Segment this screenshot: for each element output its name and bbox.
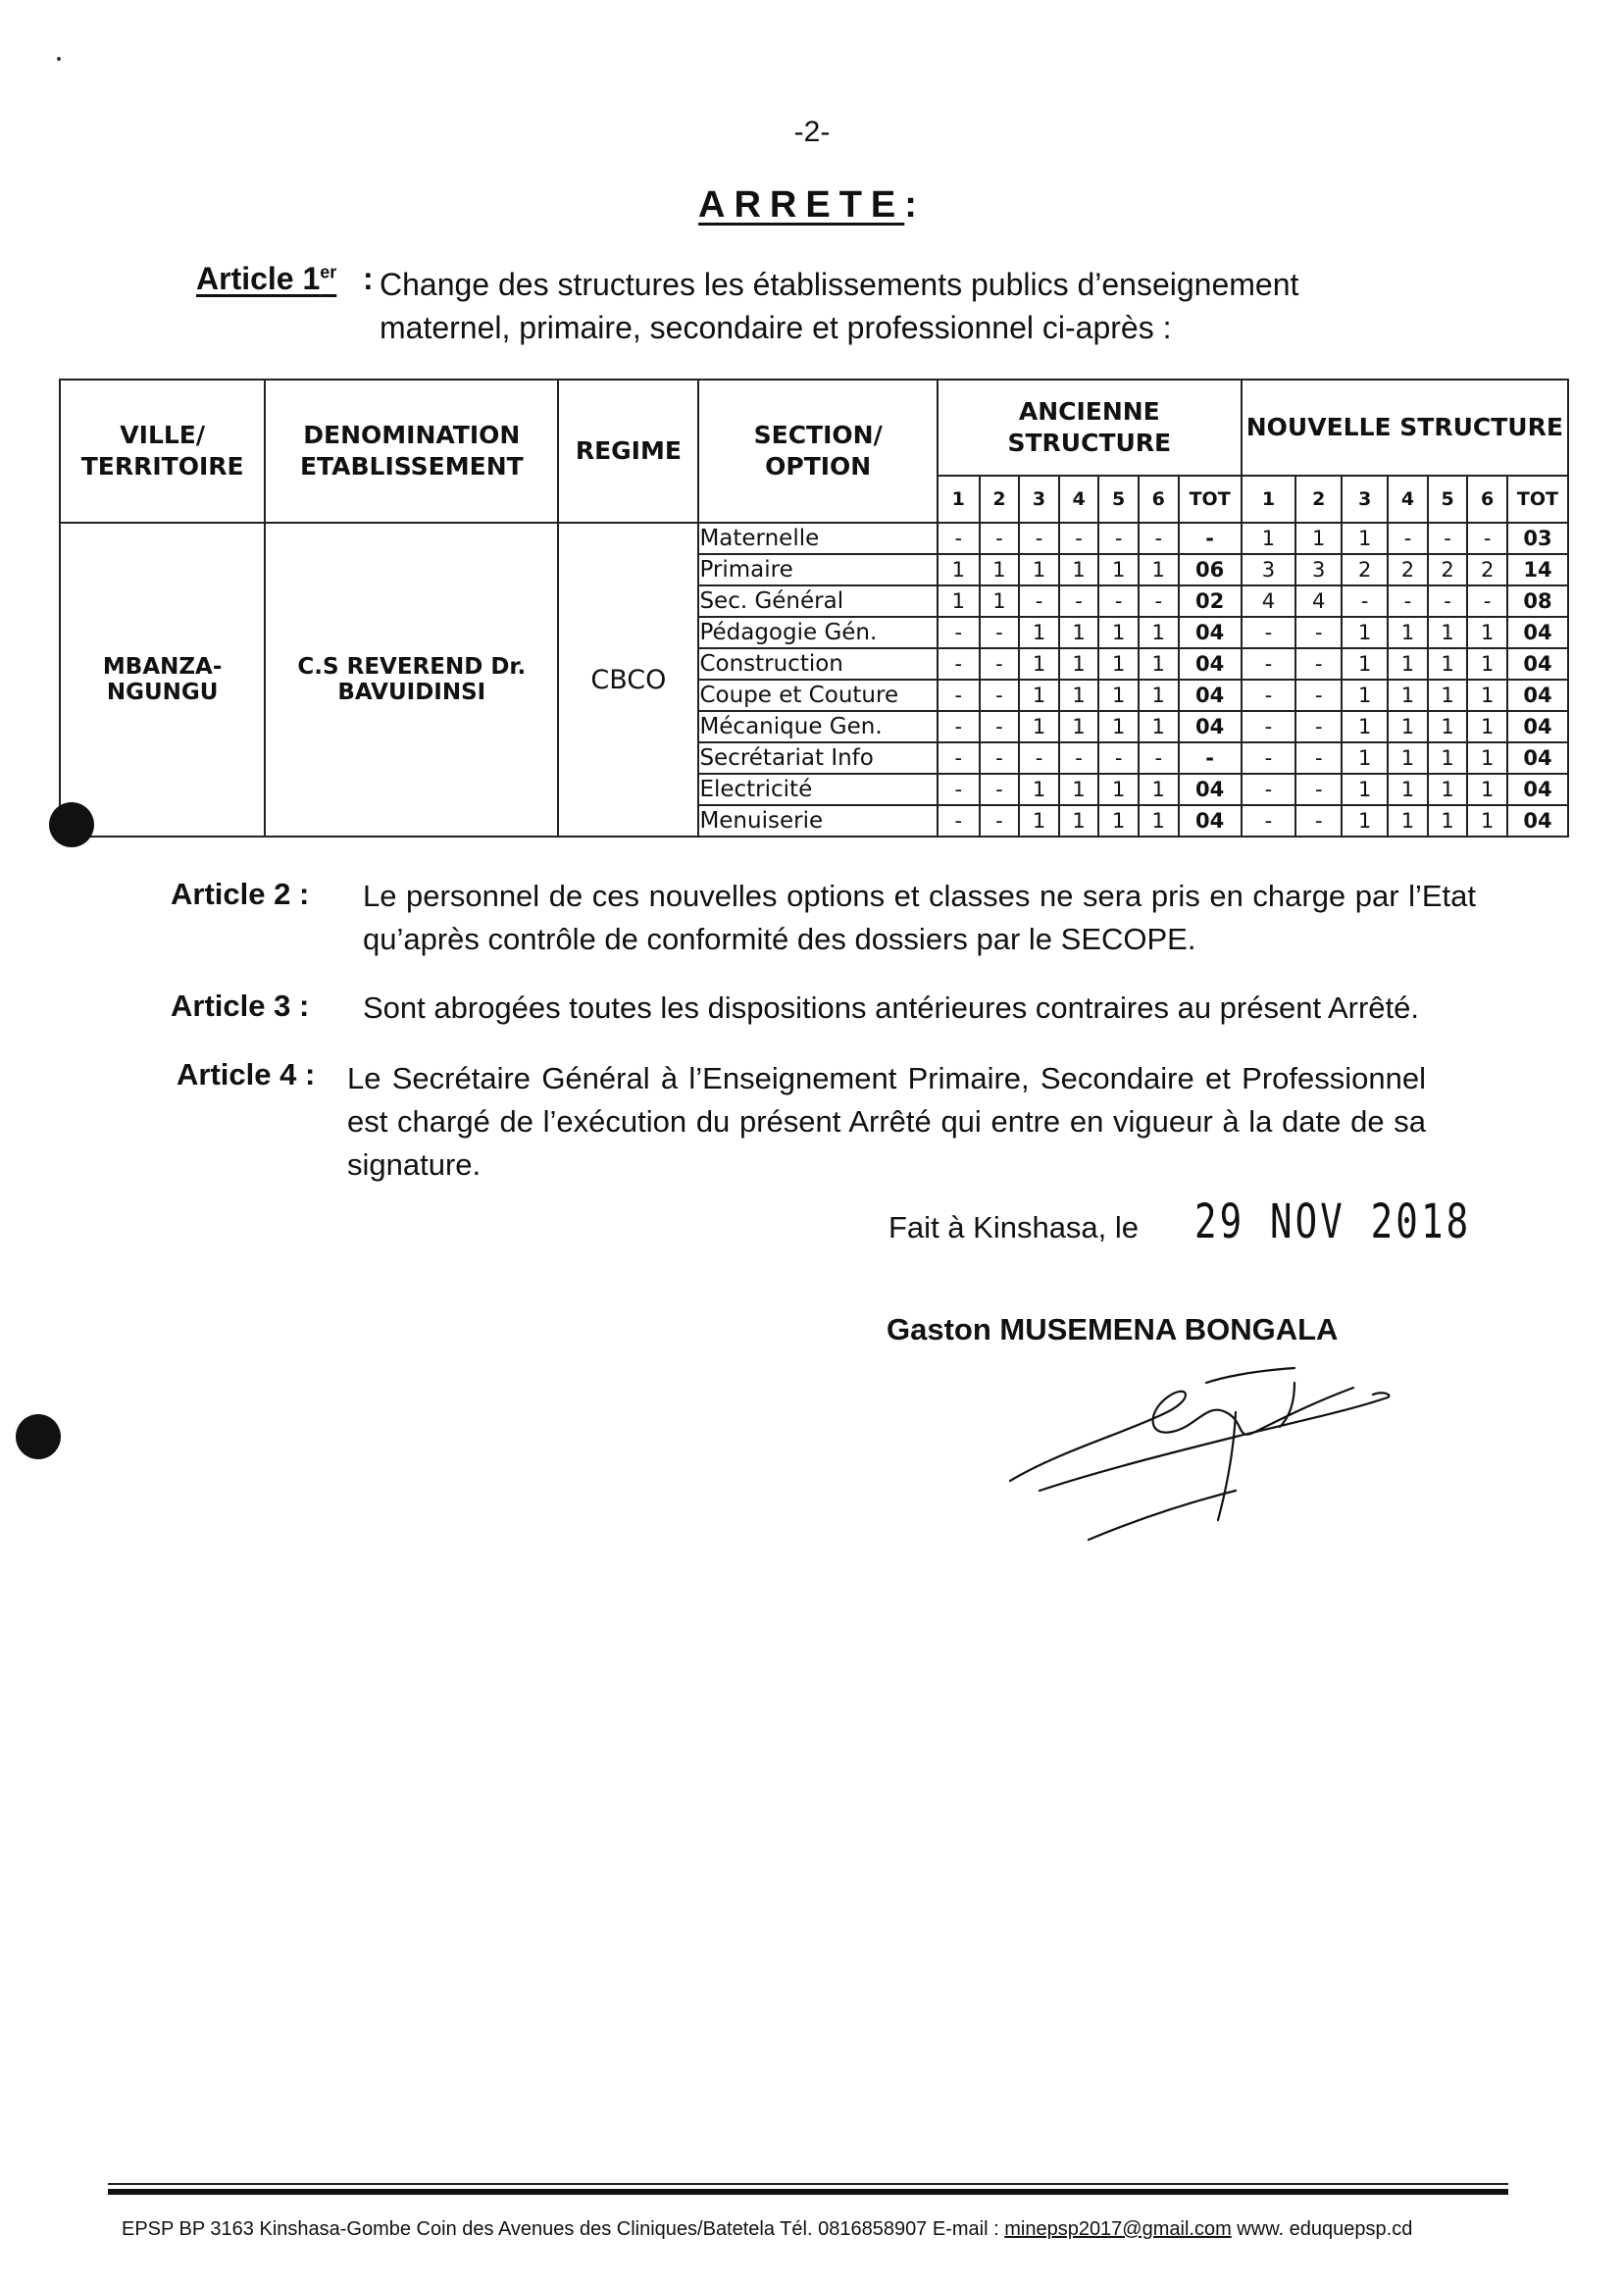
article1-text bbox=[380, 263, 1380, 349]
option-cell: Electricité bbox=[698, 774, 937, 805]
ancienne-value-cell: - bbox=[1139, 523, 1179, 554]
option-cell: Mécanique Gen. bbox=[698, 711, 937, 742]
denomination-cell: C.S REVEREND Dr. BAVUIDINSI bbox=[265, 523, 558, 837]
nouvelle-value-cell: 2 bbox=[1467, 554, 1507, 585]
title-main: ARRETE bbox=[698, 184, 905, 226]
nouvelle-value-cell: - bbox=[1388, 523, 1428, 554]
ancienne-value-cell: - bbox=[1059, 742, 1099, 774]
ancienne-value-cell: 1 bbox=[1098, 711, 1139, 742]
nouvelle-value-cell: 1 bbox=[1388, 617, 1428, 648]
nouvelle-value-cell: 04 bbox=[1507, 742, 1568, 774]
footer-email[interactable]: minepsp2017@gmail.com bbox=[1004, 2218, 1232, 2240]
nouvelle-value-cell: - bbox=[1467, 585, 1507, 617]
nouvelle-value-cell: 1 bbox=[1467, 617, 1507, 648]
nouvelle-value-cell: 1 bbox=[1428, 680, 1468, 711]
footer-rule bbox=[108, 2183, 1508, 2185]
option-cell: Pédagogie Gén. bbox=[698, 617, 937, 648]
nouvelle-value-cell: 1 bbox=[1428, 774, 1468, 805]
nouvelle-value-cell: 2 bbox=[1388, 554, 1428, 585]
option-cell: Primaire bbox=[698, 554, 937, 585]
nouvelle-value-cell: 1 bbox=[1388, 680, 1428, 711]
article4-label: Article 4 : bbox=[177, 1057, 316, 1092]
ancienne-value-cell: 04 bbox=[1179, 774, 1242, 805]
ancienne-value-cell: 04 bbox=[1179, 680, 1242, 711]
footer bbox=[122, 2218, 1412, 2241]
nouvelle-value-cell: 04 bbox=[1507, 617, 1568, 648]
nouvelle-value-cell: 1 bbox=[1467, 711, 1507, 742]
ancienne-value-cell: 04 bbox=[1179, 617, 1242, 648]
ancienne-value-cell: - bbox=[980, 648, 1020, 680]
nouvelle-value-cell: 08 bbox=[1507, 585, 1568, 617]
binder-hole bbox=[49, 802, 94, 847]
ancienne-value-cell: - bbox=[1139, 585, 1179, 617]
ancienne-value-cell: 1 bbox=[1139, 648, 1179, 680]
nouvelle-value-cell: 1 bbox=[1428, 617, 1468, 648]
ancienne-subheader: 6 bbox=[1139, 476, 1179, 523]
ancienne-value-cell: 1 bbox=[938, 554, 980, 585]
nouvelle-subheader: 6 bbox=[1467, 476, 1507, 523]
ancienne-subheader: 2 bbox=[980, 476, 1020, 523]
article1-label-main: Article 1 bbox=[196, 261, 321, 296]
header-regime: REGIME bbox=[558, 380, 698, 523]
nouvelle-value-cell: 04 bbox=[1507, 711, 1568, 742]
ancienne-value-cell: - bbox=[938, 774, 980, 805]
ancienne-value-cell: - bbox=[980, 742, 1020, 774]
nouvelle-subheader: TOT bbox=[1507, 476, 1568, 523]
ancienne-value-cell: 1 bbox=[1059, 805, 1099, 837]
nouvelle-value-cell: 14 bbox=[1507, 554, 1568, 585]
article1-line1: Change des structures les établissements publics d’enseignement bbox=[380, 267, 1299, 302]
ancienne-value-cell: 1 bbox=[1059, 711, 1099, 742]
ancienne-value-cell: - bbox=[938, 805, 980, 837]
footer-website: www. eduquepsp.cd bbox=[1231, 2218, 1413, 2240]
nouvelle-value-cell: 1 bbox=[1467, 680, 1507, 711]
nouvelle-value-cell: 3 bbox=[1242, 554, 1296, 585]
signature-mark bbox=[1000, 1344, 1412, 1569]
ancienne-value-cell: 1 bbox=[1059, 680, 1099, 711]
header-section: SECTION/ OPTION bbox=[698, 380, 937, 523]
ancienne-value-cell: 06 bbox=[1179, 554, 1242, 585]
ancienne-value-cell: - bbox=[938, 617, 980, 648]
ancienne-value-cell: 1 bbox=[1019, 805, 1059, 837]
regime-cell: CBCO bbox=[558, 523, 698, 837]
option-cell: Secrétariat Info bbox=[698, 742, 937, 774]
ancienne-value-cell: - bbox=[980, 711, 1020, 742]
nouvelle-value-cell: 1 bbox=[1388, 648, 1428, 680]
signatory-name: Gaston MUSEMENA BONGALA bbox=[887, 1312, 1339, 1346]
ancienne-value-cell: 1 bbox=[1019, 617, 1059, 648]
nouvelle-value-cell: 1 bbox=[1295, 523, 1342, 554]
nouvelle-value-cell: - bbox=[1295, 680, 1342, 711]
nouvelle-value-cell: 1 bbox=[1428, 648, 1468, 680]
ancienne-value-cell: 1 bbox=[1019, 648, 1059, 680]
scan-speck bbox=[57, 57, 61, 61]
ancienne-value-cell: - bbox=[1098, 523, 1139, 554]
ancienne-value-cell: 1 bbox=[1139, 774, 1179, 805]
ancienne-value-cell: - bbox=[980, 680, 1020, 711]
nouvelle-value-cell: - bbox=[1242, 774, 1296, 805]
nouvelle-value-cell: - bbox=[1295, 805, 1342, 837]
ancienne-value-cell: - bbox=[980, 774, 1020, 805]
nouvelle-value-cell: - bbox=[1295, 742, 1342, 774]
nouvelle-value-cell: 1 bbox=[1342, 523, 1388, 554]
nouvelle-value-cell: - bbox=[1242, 742, 1296, 774]
nouvelle-value-cell: 1 bbox=[1388, 774, 1428, 805]
structure-table bbox=[59, 379, 1569, 838]
nouvelle-value-cell: 04 bbox=[1507, 805, 1568, 837]
ancienne-value-cell: 02 bbox=[1179, 585, 1242, 617]
nouvelle-subheader: 1 bbox=[1242, 476, 1296, 523]
nouvelle-value-cell: - bbox=[1295, 711, 1342, 742]
ancienne-value-cell: 1 bbox=[1059, 554, 1099, 585]
ancienne-value-cell: 1 bbox=[1098, 680, 1139, 711]
nouvelle-value-cell: 1 bbox=[1342, 805, 1388, 837]
title-suffix: : bbox=[904, 184, 926, 226]
ancienne-value-cell: 1 bbox=[1059, 648, 1099, 680]
ancienne-value-cell: 1 bbox=[1059, 617, 1099, 648]
nouvelle-value-cell: 1 bbox=[1428, 711, 1468, 742]
header-ancienne: ANCIENNE STRUCTURE bbox=[938, 380, 1242, 476]
article1-label bbox=[196, 261, 336, 297]
nouvelle-value-cell: - bbox=[1242, 805, 1296, 837]
nouvelle-value-cell: - bbox=[1428, 585, 1468, 617]
nouvelle-subheader: 2 bbox=[1295, 476, 1342, 523]
footer-rule-thick bbox=[108, 2189, 1508, 2195]
nouvelle-value-cell: 2 bbox=[1428, 554, 1468, 585]
ancienne-value-cell: 1 bbox=[1019, 554, 1059, 585]
ancienne-value-cell: - bbox=[1059, 585, 1099, 617]
nouvelle-value-cell: 1 bbox=[1428, 805, 1468, 837]
ancienne-value-cell: 1 bbox=[1098, 617, 1139, 648]
nouvelle-value-cell: - bbox=[1242, 711, 1296, 742]
nouvelle-value-cell: 1 bbox=[1467, 805, 1507, 837]
article4-text: Le Secrétaire Général à l’Enseignement Primaire, Secondaire et Professionnel est chargé de l’exécution du présent Arrêté qui entre en vigueur à la date de sa signature. bbox=[347, 1061, 1426, 1182]
nouvelle-value-cell: 1 bbox=[1428, 742, 1468, 774]
nouvelle-value-cell: 1 bbox=[1388, 805, 1428, 837]
nouvelle-value-cell: 4 bbox=[1295, 585, 1342, 617]
nouvelle-value-cell: 1 bbox=[1467, 774, 1507, 805]
article1-colon: : bbox=[363, 261, 374, 296]
article3-label: Article 3 : bbox=[171, 989, 310, 1023]
ancienne-value-cell: 1 bbox=[1019, 711, 1059, 742]
nouvelle-value-cell: 3 bbox=[1295, 554, 1342, 585]
ancienne-value-cell: - bbox=[1139, 742, 1179, 774]
nouvelle-value-cell: 03 bbox=[1507, 523, 1568, 554]
ancienne-value-cell: 1 bbox=[1098, 805, 1139, 837]
ancienne-value-cell: - bbox=[1019, 585, 1059, 617]
ancienne-value-cell: 1 bbox=[938, 585, 980, 617]
option-cell: Sec. Général bbox=[698, 585, 937, 617]
nouvelle-value-cell: 1 bbox=[1342, 680, 1388, 711]
ancienne-value-cell: - bbox=[938, 711, 980, 742]
nouvelle-value-cell: 1 bbox=[1388, 742, 1428, 774]
nouvelle-value-cell: 4 bbox=[1242, 585, 1296, 617]
page-number: -2- bbox=[793, 116, 831, 148]
nouvelle-value-cell: 1 bbox=[1388, 711, 1428, 742]
nouvelle-value-cell: 1 bbox=[1342, 774, 1388, 805]
nouvelle-value-cell: - bbox=[1295, 648, 1342, 680]
nouvelle-subheader: 4 bbox=[1388, 476, 1428, 523]
ancienne-value-cell: 1 bbox=[1139, 554, 1179, 585]
nouvelle-value-cell: - bbox=[1428, 523, 1468, 554]
ancienne-value-cell: - bbox=[1059, 523, 1099, 554]
ancienne-value-cell: - bbox=[980, 523, 1020, 554]
ancienne-subheader: 1 bbox=[938, 476, 980, 523]
nouvelle-value-cell: - bbox=[1242, 617, 1296, 648]
ancienne-value-cell: 1 bbox=[980, 554, 1020, 585]
ancienne-value-cell: - bbox=[1098, 742, 1139, 774]
nouvelle-value-cell: 1 bbox=[1242, 523, 1296, 554]
nouvelle-value-cell: - bbox=[1467, 523, 1507, 554]
ancienne-value-cell: 1 bbox=[980, 585, 1020, 617]
nouvelle-value-cell: - bbox=[1242, 648, 1296, 680]
nouvelle-value-cell: 1 bbox=[1467, 742, 1507, 774]
ancienne-value-cell: 1 bbox=[1139, 711, 1179, 742]
ancienne-value-cell: - bbox=[1179, 742, 1242, 774]
nouvelle-value-cell: 1 bbox=[1342, 742, 1388, 774]
date-stamp: 29 NOV 2018 bbox=[1194, 1194, 1472, 1249]
ancienne-value-cell: - bbox=[1098, 585, 1139, 617]
ancienne-value-cell: 04 bbox=[1179, 648, 1242, 680]
ancienne-value-cell: 1 bbox=[1139, 680, 1179, 711]
ancienne-value-cell: 1 bbox=[1098, 774, 1139, 805]
nouvelle-value-cell: - bbox=[1295, 774, 1342, 805]
nouvelle-value-cell: - bbox=[1242, 680, 1296, 711]
ancienne-value-cell: - bbox=[938, 523, 980, 554]
nouvelle-value-cell: 04 bbox=[1507, 680, 1568, 711]
nouvelle-value-cell: - bbox=[1295, 617, 1342, 648]
ancienne-value-cell: - bbox=[1019, 742, 1059, 774]
header-denomination: DENOMINATION ETABLISSEMENT bbox=[265, 380, 558, 523]
ancienne-value-cell: - bbox=[1019, 523, 1059, 554]
article1-label-sup: er bbox=[320, 262, 337, 282]
nouvelle-value-cell: - bbox=[1388, 585, 1428, 617]
nouvelle-value-cell: 1 bbox=[1342, 617, 1388, 648]
article3-text: Sont abrogées toutes les dispositions antérieures contraires au présent Arrêté. bbox=[363, 990, 1420, 1025]
ancienne-subheader: TOT bbox=[1179, 476, 1242, 523]
ancienne-value-cell: - bbox=[1179, 523, 1242, 554]
ancienne-subheader: 4 bbox=[1059, 476, 1099, 523]
ancienne-value-cell: 1 bbox=[1098, 554, 1139, 585]
nouvelle-value-cell: 2 bbox=[1342, 554, 1388, 585]
ville-cell: MBANZA- NGUNGU bbox=[60, 523, 265, 837]
closing-place: Fait à Kinshasa, le bbox=[888, 1210, 1140, 1244]
ancienne-value-cell: - bbox=[938, 648, 980, 680]
option-cell: Coupe et Couture bbox=[698, 680, 937, 711]
option-cell: Construction bbox=[698, 648, 937, 680]
article2-text: Le personnel de ces nouvelles options et classes ne sera pris en charge par l’Etat qu’après contrôle de conformité des dossiers par le SECOPE. bbox=[363, 879, 1476, 956]
ancienne-value-cell: 1 bbox=[1139, 617, 1179, 648]
article1-line2: maternel, primaire, secondaire et professionnel ci-après : bbox=[380, 310, 1172, 345]
table-row bbox=[60, 523, 1568, 554]
nouvelle-subheader: 5 bbox=[1428, 476, 1468, 523]
option-cell: Menuiserie bbox=[698, 805, 937, 837]
ancienne-subheader: 5 bbox=[1098, 476, 1139, 523]
ancienne-value-cell: - bbox=[938, 742, 980, 774]
ancienne-subheader: 3 bbox=[1019, 476, 1059, 523]
nouvelle-value-cell: 1 bbox=[1342, 648, 1388, 680]
ancienne-value-cell: 1 bbox=[1098, 648, 1139, 680]
header-nouvelle: NOUVELLE STRUCTURE bbox=[1242, 380, 1568, 476]
page-title bbox=[0, 184, 1624, 227]
ancienne-value-cell: 1 bbox=[1019, 680, 1059, 711]
ancienne-value-cell: - bbox=[980, 805, 1020, 837]
ancienne-value-cell: 04 bbox=[1179, 805, 1242, 837]
nouvelle-value-cell: 1 bbox=[1342, 711, 1388, 742]
binder-hole bbox=[16, 1414, 61, 1459]
nouvelle-value-cell: 04 bbox=[1507, 774, 1568, 805]
ancienne-value-cell: - bbox=[938, 680, 980, 711]
nouvelle-value-cell: - bbox=[1342, 585, 1388, 617]
ancienne-value-cell: 1 bbox=[1139, 805, 1179, 837]
ancienne-value-cell: - bbox=[980, 617, 1020, 648]
ancienne-value-cell: 1 bbox=[1059, 774, 1099, 805]
nouvelle-subheader: 3 bbox=[1342, 476, 1388, 523]
ancienne-value-cell: 1 bbox=[1019, 774, 1059, 805]
ancienne-value-cell: 04 bbox=[1179, 711, 1242, 742]
nouvelle-value-cell: 04 bbox=[1507, 648, 1568, 680]
footer-address: EPSP BP 3163 Kinshasa-Gombe Coin des Avenues des Cliniques/Batetela Tél. 0816858907 E-mail : bbox=[122, 2218, 1005, 2240]
nouvelle-value-cell: 1 bbox=[1467, 648, 1507, 680]
option-cell: Maternelle bbox=[698, 523, 937, 554]
header-ville: VILLE/ TERRITOIRE bbox=[60, 380, 265, 523]
article2-label: Article 2 : bbox=[171, 877, 310, 911]
